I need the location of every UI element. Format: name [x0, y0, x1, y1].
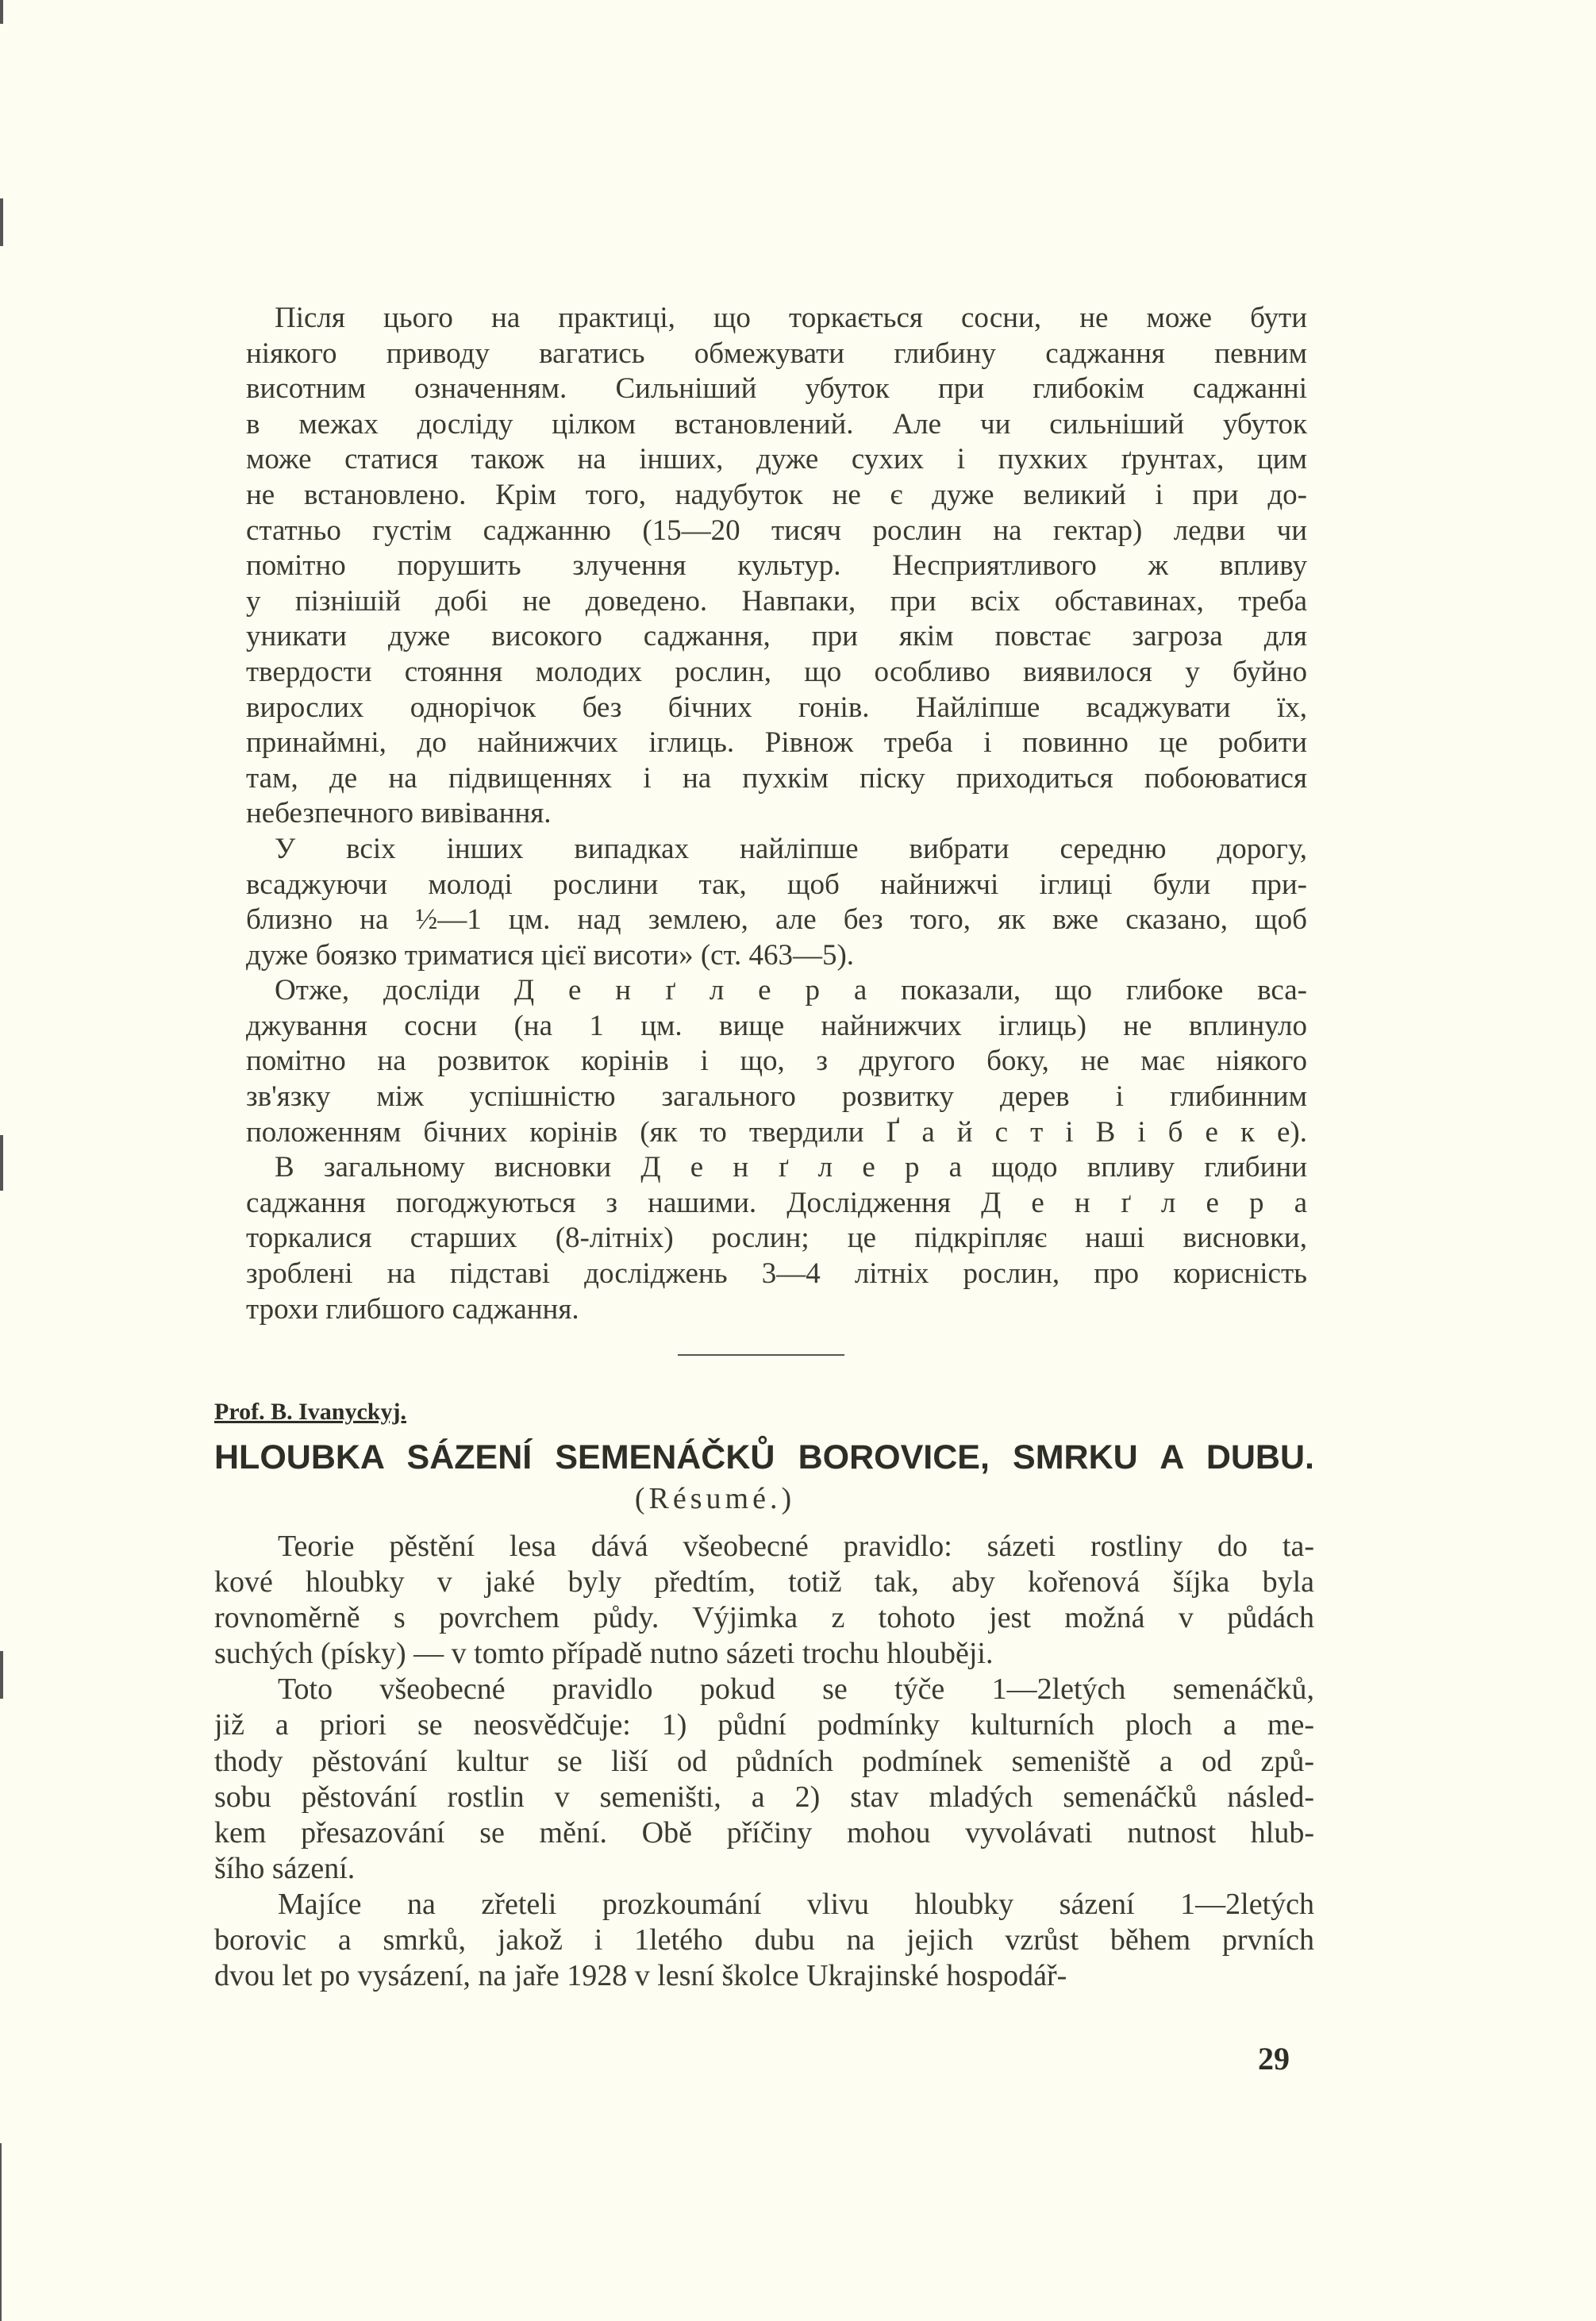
scan-edge-mark	[0, 198, 3, 246]
text-line: статньо густім саджанню (15—20 тисяч рослин на гектар) ледви чи	[246, 514, 1307, 547]
text-line: уникати дуже високого саджання, при якім повстає загроза для	[246, 620, 1307, 653]
author-name: Prof. B. Ivanyckyj.	[214, 1399, 406, 1425]
scan-edge-mark	[0, 1651, 3, 1699]
text-line: положенням бічних корінів (як то твердили Ґ а й с т і В і б е к е).	[246, 1115, 1307, 1149]
text-line: ніякого приводу вагатись обмежувати глибину саджання певним	[246, 337, 1307, 370]
text-line: не встановлено. Крім того, надубуток не є дуже великий і при до-	[246, 478, 1307, 511]
text-line: твердости стояння молодих рослин, що особливо виявилося у буйно	[246, 655, 1307, 688]
text-line: близно на ½—1 цм. над землею, але без того, як вже сказано, щоб	[246, 903, 1307, 937]
text-line: вирослих однорічок без бічних гонів. Найліпше всаджувати їх,	[246, 691, 1307, 724]
text-line: Toto všeobecné pravidlo pokud se týče 1—2letých semenáčků,	[278, 1672, 1314, 1707]
text-line: в межах досліду цілком встановлений. Але чи сильніший убуток	[246, 407, 1307, 441]
text-line: трохи глибшого саджання.	[246, 1292, 579, 1326]
text-line: Отже, досліди Д е н ґ л е р а показали, що глибоке вса-	[275, 974, 1307, 1007]
paragraph	[214, 1672, 1314, 1887]
text-line: Після цього на практиці, що торкається сосни, не може бути	[275, 302, 1307, 334]
section-divider	[678, 1354, 844, 1356]
text-line: у пізнішій добі не доведено. Навпаки, при всіх обставинах, треба	[246, 584, 1307, 618]
paragraph	[246, 832, 1307, 973]
text-line: саджання погоджуються з нашими. Дослідження Д е н ґ л е р а	[246, 1186, 1307, 1219]
text-line: již a priori se neosvědčuje: 1) půdní podmínky kulturních ploch a me-	[214, 1708, 1314, 1742]
article-subtitle: (Résumé.)	[634, 1482, 796, 1515]
text-line: Teorie pěstění lesa dává všeobecné pravidlo: sázeti rostliny do ta-	[278, 1530, 1314, 1563]
text-line: дуже боязко триматися цієї висоти» (ст. 463—5).	[246, 938, 855, 972]
text-line: suchých (písky) — v tomto případě nutno sázeti trochu hlouběji.	[214, 1637, 994, 1671]
text-line: sobu pěstování rostlin v semeništi, a 2) stav mladých semenáčků násled-	[214, 1780, 1314, 1814]
text-line: торкалися старших (8-літніх) рослин; це підкріпляє наші висновки,	[246, 1222, 1307, 1255]
text-line: може статися також на інших, дуже сухих і пухких ґрунтах, цим	[246, 443, 1307, 476]
text-line: kem přesazování se mění. Obě příčiny mohou vyvolávati nutnost hlub-	[214, 1815, 1314, 1849]
paragraph	[246, 301, 1307, 832]
text-line: У всіх інших випадках найліпше вибрати середню дорогу,	[275, 832, 1307, 865]
paragraph	[246, 1150, 1307, 1327]
text-line: В загальному висновки Д е н ґ л е р а щодо впливу глибини	[275, 1151, 1307, 1184]
text-line: Majíce na zřeteli prozkoumání vlivu hloubky sázení 1—2letých	[278, 1887, 1314, 1921]
text-line: rovnoměrně s povrchem půdy. Výjimka z tohoto jest možná v půdách	[214, 1601, 1314, 1635]
paragraph	[214, 1529, 1314, 1672]
text-line: там, де на підвищеннях і на пухкім піску приходиться побоюватися	[246, 761, 1307, 795]
text-line: помітно порушить злучення культур. Несприятливого ж впливу	[246, 549, 1307, 583]
text-line: джування сосни (на 1 цм. вище найнижчих іглиць) не вплинуло	[246, 1009, 1307, 1042]
text-line: висотним означенням. Сильніший убуток при глибокім саджанні	[246, 372, 1307, 406]
text-line: kové hloubky v jaké byly předtím, totiž tak, aby kořenová šíjka byla	[214, 1565, 1314, 1599]
czech-summary-block	[214, 1529, 1314, 1994]
text-line: thody pěstování kultur se liší od půdních podmínek semeniště a od způ-	[214, 1744, 1314, 1778]
text-line: šího sázení.	[214, 1851, 356, 1885]
text-line: помітно на розвиток корінів і що, з другого боку, не має ніякого	[246, 1045, 1307, 1078]
text-line: небезпечного вивівання.	[246, 797, 552, 830]
scan-edge-mark	[0, 2143, 2, 2321]
scan-edge-mark	[0, 1135, 3, 1191]
scan-edge-mark	[0, 0, 3, 24]
ukrainian-text-block	[246, 301, 1307, 1327]
page-number: 29	[1258, 2041, 1290, 2077]
text-line: borovic a smrků, jakož i 1letého dubu na jejich vzrůst během prvních	[214, 1923, 1314, 1957]
article-title: HLOUBKA SÁZENÍ SEMENÁČKŮ BOROVICE, SMRKU A DUBU.	[214, 1438, 1314, 1476]
text-line: всаджуючи молоді рослини так, щоб найнижчі іглиці були при-	[246, 868, 1307, 901]
text-line: dvou let po vysázení, na jaře 1928 v lesní školce Ukrajinské hospodář-	[214, 1959, 1067, 1993]
text-line: принаймні, до найнижчих іглиць. Рівнож треба і повинно це робити	[246, 726, 1307, 760]
text-line: зроблені на підставі досліджень 3—4 літніх рослин, про корисність	[246, 1257, 1307, 1291]
text-line: зв'язку між успішністю загального розвитку дерев і глибинним	[246, 1080, 1307, 1114]
paragraph	[246, 973, 1307, 1150]
paragraph	[214, 1887, 1314, 1994]
